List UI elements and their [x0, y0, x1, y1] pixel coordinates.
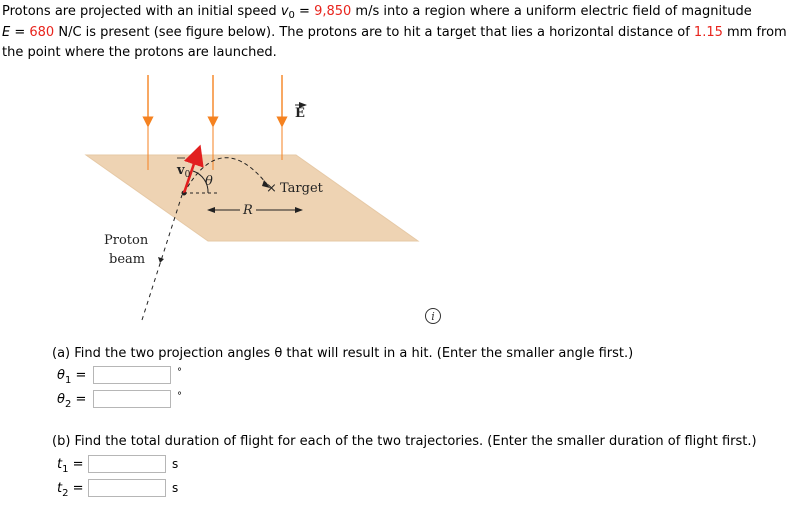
t1-input[interactable]	[88, 455, 166, 473]
speed-value: 9,850	[314, 4, 352, 19]
theta-label: θ	[205, 174, 213, 189]
range-label: R	[243, 203, 253, 218]
field-value: 680	[29, 25, 55, 40]
theta1-label: $\theta_1$ =	[57, 367, 87, 386]
part-b-prompt: (b) Find the total duration of flight for each of the two trajectories. (Enter the smaller duration of flight first.)	[52, 434, 757, 449]
field-label: E	[295, 106, 305, 121]
t2-row	[57, 479, 178, 497]
target-label: Target	[280, 181, 323, 196]
seconds-unit-1: s	[172, 457, 179, 471]
target-plate	[86, 155, 418, 241]
distance-value: 1.15	[693, 25, 723, 40]
t1-label: $t_1$ =	[57, 456, 84, 475]
physics-figure	[80, 70, 425, 325]
beam-label-2: beam	[109, 252, 146, 267]
t2-input[interactable]	[88, 479, 166, 497]
t1-row	[57, 455, 178, 473]
theta1-input[interactable]	[93, 366, 171, 384]
svg-text:i: i	[431, 310, 435, 323]
theta2-row	[57, 390, 182, 408]
degree-unit-2: °	[177, 390, 182, 402]
theta1-row	[57, 366, 182, 384]
v0-label: $v_0$	[177, 163, 191, 180]
seconds-unit-2: s	[172, 481, 179, 495]
theta2-label: $\theta_2$ =	[57, 391, 87, 410]
info-icon[interactable]	[424, 307, 442, 325]
t2-label: $t_2$ =	[57, 480, 84, 499]
problem-statement: Protons are projected with an initial speed $v_0 = 9,850$ m/s into a region where a uniform electric field of magnitude E = 680 N/C is present (see figure below). The protons are to hit a target that lies a horizontal distance of 1.15 mm from the point where the protons are launched.	[2, 4, 787, 60]
theta2-input[interactable]	[93, 390, 171, 408]
beam-label-1: Proton	[104, 233, 149, 248]
part-a-prompt: (a) Find the two projection angles θ that will result in a hit. (Enter the smaller angle first.)	[52, 346, 634, 361]
target-marker: ×	[266, 181, 277, 196]
degree-unit-1: °	[177, 366, 182, 378]
